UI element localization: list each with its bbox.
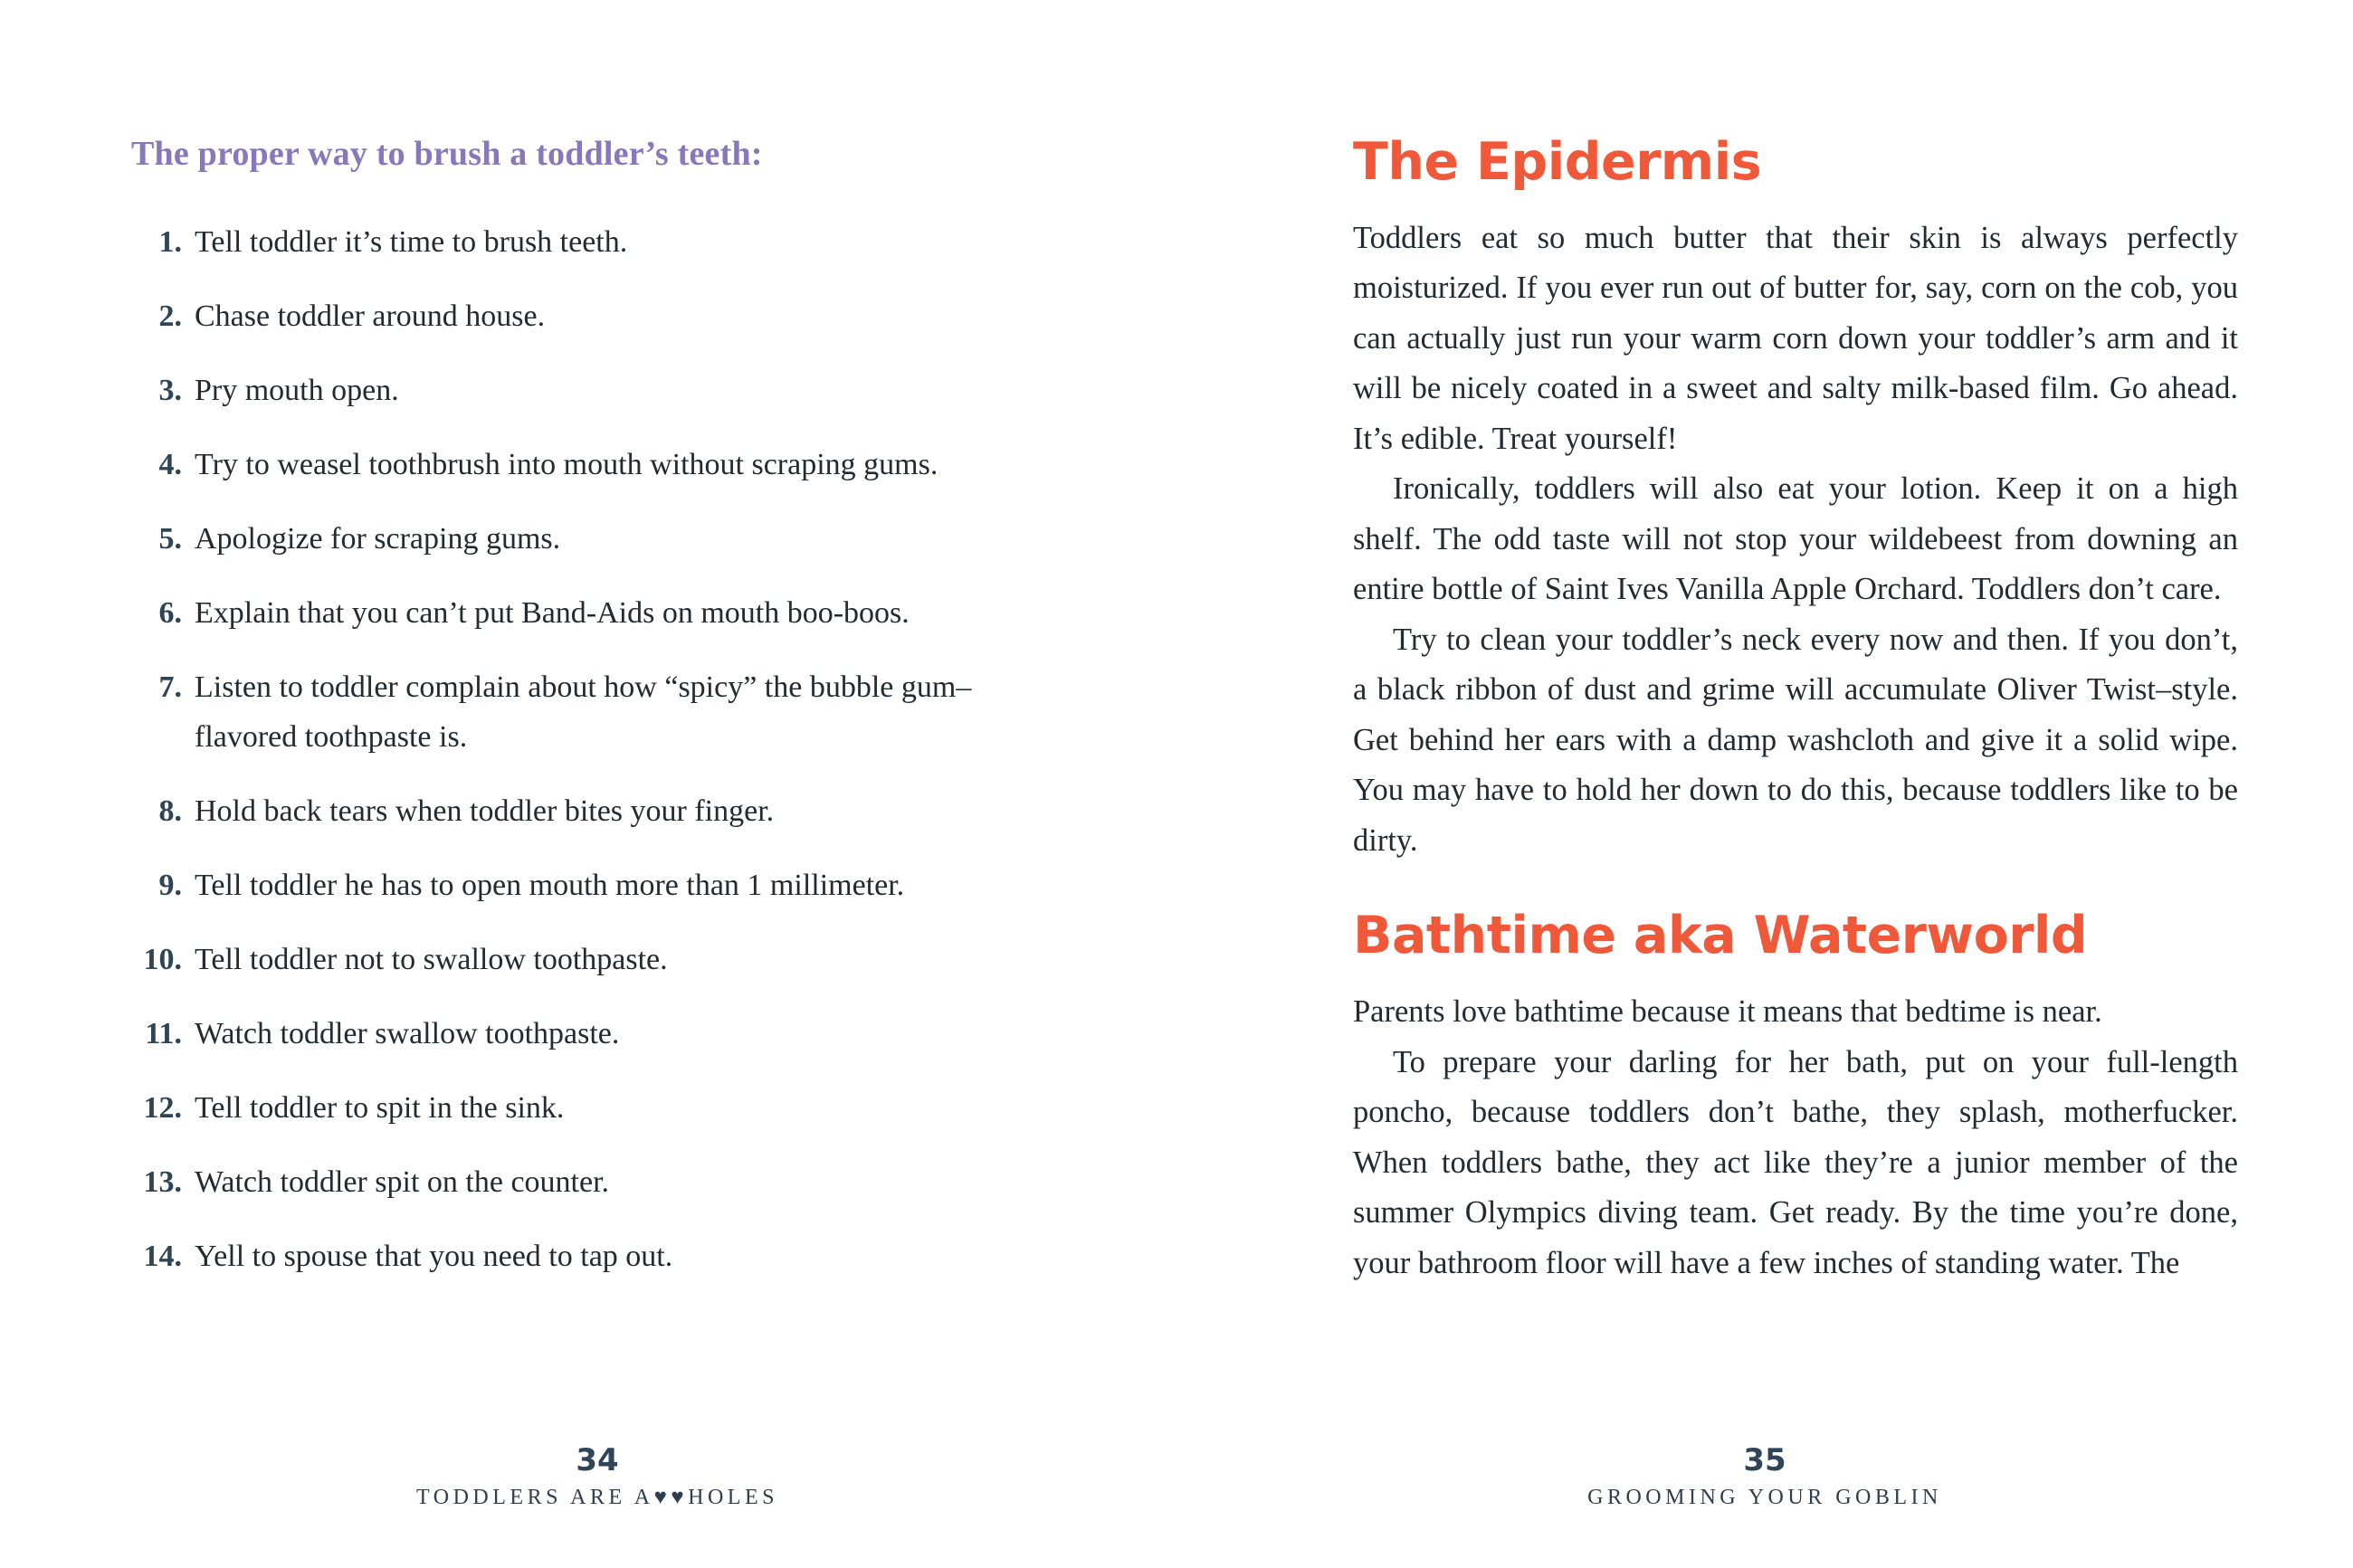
item-number: 1. [158, 225, 182, 259]
section-heading-bathtime: Bathtime aka Waterworld [1353, 906, 2088, 966]
paragraph: Toddlers eat so much butter that their skin is always perfectly moisturized. If you ever run out of butter for, say, corn on the cob, you can actually just run your warm corn down your toddler’s arm and it will be nicely coated in a sweet and salty milk-based film. Go ahead. It’s edible. Treat yourself! [1353, 220, 2238, 456]
list-item [131, 366, 1032, 415]
page-number: 34 [576, 1442, 619, 1478]
list-item [131, 588, 1032, 638]
item-number: 4. [158, 448, 182, 481]
item-text: Try to weasel toothbrush into mouth without scraping gums. [195, 448, 938, 481]
item-text: Tell toddler it’s time to brush teeth. [195, 225, 628, 259]
list-item [131, 1157, 1032, 1207]
item-text: Explain that you can’t put Band-Aids on mouth boo-boos. [195, 596, 910, 630]
item-text: Listen to toddler complain about how “spicy” the bubble gum–flavored toothpaste is. [195, 670, 972, 754]
paragraph: Parents love bathtime because it means that bedtime is near. [1353, 994, 2102, 1030]
page-number: 35 [1743, 1442, 1786, 1478]
item-number: 9. [158, 869, 182, 902]
list-heading: The proper way to brush a toddler’s teeth: [131, 135, 763, 173]
item-number: 2. [158, 299, 182, 333]
running-footer: TODDLERS ARE A♥♥HOLES [416, 1486, 778, 1509]
list-item [131, 217, 1032, 267]
item-text: Apologize for scraping gums. [195, 522, 561, 556]
item-text: Watch toddler spit on the counter. [195, 1165, 610, 1199]
item-number: 10. [143, 943, 182, 976]
list-item [131, 291, 1032, 341]
list-item [131, 1009, 1032, 1059]
item-text: Watch toddler swallow toothpaste. [195, 1017, 620, 1050]
paragraph: Ironically, toddlers will also eat your lotion. Keep it on a high shelf. The odd taste will not stop your wildebeest from downing an entire bottle of Saint Ives Vanilla Apple Orchard. Toddlers don’t care. [1353, 471, 2238, 607]
right-page-content [1353, 132, 2238, 1288]
item-number: 14. [143, 1240, 182, 1273]
right-page-footer [1299, 1442, 2231, 1509]
item-text: Yell to spouse that you need to tap out. [195, 1240, 673, 1273]
item-number: 7. [158, 670, 182, 704]
item-text: Tell toddler he has to open mouth more than 1 millimeter. [195, 869, 905, 902]
item-number: 6. [158, 596, 182, 630]
item-text: Tell toddler not to swallow toothpaste. [195, 943, 668, 976]
list-item [131, 935, 1032, 984]
list-item [131, 786, 1032, 836]
list-item [131, 662, 1032, 762]
list-item [131, 1231, 1032, 1281]
item-number: 5. [158, 522, 182, 556]
item-text: Chase toddler around house. [195, 299, 546, 333]
item-number: 12. [143, 1091, 182, 1125]
item-number: 11. [145, 1017, 182, 1050]
section-heading-epidermis: The Epidermis [1353, 132, 1762, 192]
item-number: 8. [158, 794, 182, 828]
left-page-footer [131, 1442, 1063, 1509]
list-item [131, 1083, 1032, 1133]
list-item [131, 440, 1032, 489]
paragraph: Try to clean your toddler’s neck every now and then. If you don’t, a black ribbon of dust and grime will accumulate Oliver Twist–style. Get behind her ears with a damp washcloth and give it a solid wipe. You may have to hold her down to do this, because toddlers like to be dirty. [1353, 622, 2238, 858]
item-number: 3. [158, 374, 182, 407]
item-number: 13. [143, 1165, 182, 1199]
running-footer: GROOMING YOUR GOBLIN [1587, 1486, 1942, 1509]
list-item [131, 860, 1032, 910]
paragraph: To prepare your darling for her bath, put on your full-length poncho, because toddlers don’t bathe, they splash, motherfucker. When toddlers bathe, they act like they’re a junior member of the summer Olympics diving team. Get ready. By the time you’re done, your bathroom floor will have a few inches of standing water. The [1353, 1044, 2238, 1280]
item-text: Pry mouth open. [195, 374, 399, 407]
brush-steps-list [131, 217, 1032, 1306]
list-item [131, 514, 1032, 564]
item-text: Hold back tears when toddler bites your finger. [195, 794, 775, 828]
item-text: Tell toddler to spit in the sink. [195, 1091, 565, 1125]
